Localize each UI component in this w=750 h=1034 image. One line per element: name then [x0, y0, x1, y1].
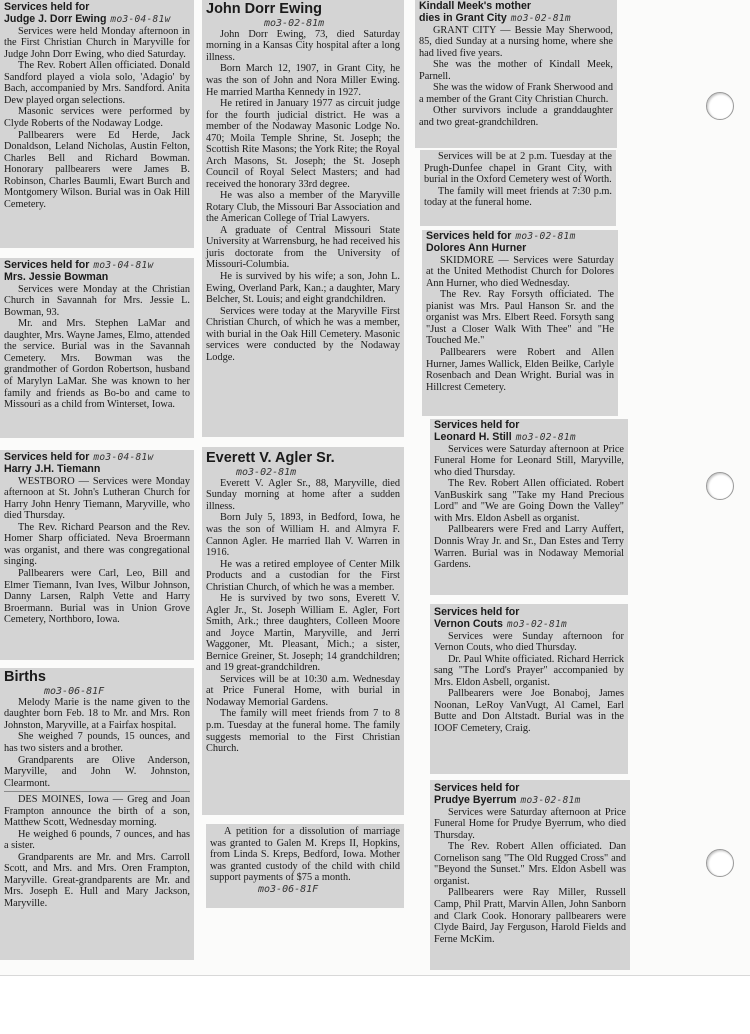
handwritten-date: mo3-06-81F: [44, 685, 105, 697]
paragraph: The family will meet friends at 7:30 p.m. today at the funeral home.: [424, 185, 612, 209]
paragraph: Services were held Monday afternoon in the First Christian Church in Maryville for Judge John Dorr Ewing, who died Saturday.: [4, 25, 190, 60]
paragraph: A petition for a dissolution of marriage was granted to Galen M. Kreps II, Hopkins, from Linda S. Kreps, Bedford, Iowa. Mother was granted custody of the child with child support payments of $75 a month.: [210, 826, 400, 884]
paragraph: Services were today at the Maryville First Christian Church, of which he was a member, with burial in the Oak Hill Cemetery. Masonic services were conducted by the Nodaway Lodge.: [206, 305, 400, 363]
clipping-name: Harry J.H. Tiemann: [4, 462, 101, 475]
paragraph: Pallbearers were Carl, Leo, Bill and Elmer Tiemann, Ivan Ives, Wilbur Johnson, Danny Larsen, Ralph Vette and Harry Broermann. Burial was in Union Grove Cemetery, Northboro, Iowa.: [4, 567, 190, 626]
binder-hole: [706, 92, 734, 120]
clipping-agler: [202, 447, 404, 815]
paragraph: Services were Monday at the Christian Church in Savannah for Mrs. Jessie L. Bowman, 93.: [4, 283, 190, 318]
paragraph: DES MOINES, Iowa — Greg and Joan Frampton announce the birth of a son, Matthew Scott, Wednesday morning.: [4, 794, 190, 829]
handwritten-date: mo3-02-81m: [510, 12, 571, 24]
paragraph: Services were Sunday afternoon for Vernon Couts, who died Thursday.: [434, 630, 624, 654]
clipping-ewing: [202, 0, 404, 437]
paragraph: Grandparents are Mr. and Mrs. Carroll Scott, and Mrs. and Mrs. Oren Frampton, Maryville. Great-grandparents are Mr. and Mrs. Joseph E. Hull and Mary Jackson, Maryville.: [4, 851, 190, 909]
paragraph: Services will be at 10:30 a.m. Wednesday at Price Funeral Home, with burial in Nodaway Memorial Gardens.: [206, 673, 400, 708]
paragraph: Services were Saturday afternoon at Price Funeral Home for Prudye Byerrum, who died Thursday.: [434, 806, 626, 841]
handwritten-date: mo3-02-81m: [515, 231, 576, 242]
clipping-bowman: [0, 258, 194, 438]
clipping-petition: [206, 824, 404, 908]
clipping-headline: Kindall Meek's mother: [419, 0, 532, 12]
paragraph: Pallbearers were Joe Bonaboj, James Noonan, LeRoy VanVugt, Al Camel, Earl Butte and Don Altstadt. Burial was in the IOOF Cemetery, Craig.: [434, 688, 624, 734]
handwritten-date: mo3-02-81m: [515, 431, 576, 443]
paragraph: A graduate of Central Missouri State University at Warrensburg, he had received his juris doctorate from the University of Missouri-Columbia.: [206, 224, 400, 271]
paragraph: The Rev. Richard Pearson and the Rev. Homer Sharp officiated. Neva Broermann was organist, and there was congregational singing.: [4, 521, 190, 568]
paragraph: SKIDMORE — Services were Saturday at the United Methodist Church for Dolores Ann Hurner, who died Wednesday.: [426, 254, 614, 289]
clipping-births: [0, 668, 194, 960]
paragraph: The Rev. Robert Allen officiated. Donald Sandford played a viola solo, 'Adagio' by Bach, accompanied by Mrs. Sandford. Anita Dew played organ selections.: [4, 60, 190, 106]
obituary-name: John Dorr Ewing: [206, 1, 322, 17]
clipping-headline: Services held for: [434, 782, 520, 794]
handwritten-date: mo3-02-81m: [506, 618, 568, 630]
binder-hole: [706, 849, 734, 877]
clipping-hurner: [422, 230, 618, 416]
clipping-dorr-services: [0, 0, 194, 248]
paragraph: Mr. and Mrs. Stephen LaMar and daughter, Mrs. Wayne James, Elmo, attended the service. Burial was in the Savannah Cemetery. Mrs. Bowman was the grandmother of Gordon Robertson, husband of Marylyn LaMar. She was known to her family and friends as Bo-bo and came to Missouri as a child from Winterset, Iowa.: [4, 318, 190, 411]
clipping-name: Dolores Ann Hurner: [426, 241, 527, 254]
clipping-still: [430, 419, 628, 595]
clipping-headline: Services held for mo3-04-81w: [4, 451, 154, 463]
paragraph: Dr. Paul White officiated. Richard Herrick sang "The Lord's Prayer" accompanied by Mrs. Eldon Asbell, organist.: [434, 653, 624, 688]
paragraph: He weighed 6 pounds, 7 ounces, and has a sister.: [4, 828, 190, 852]
paragraph: Pallbearers were Ed Herde, Jack Donaldson, Leland Nicholas, Austin Felton, Charles Bell and Richard Bowman. Honorary pallbearers were James B. Robinson, Charles Baumli, Ewart Burch and Montgomery Wilson. Burial was in Oak Hill Cemetery.: [4, 129, 190, 210]
paragraph: She was the mother of Kindall Meek, Parnell.: [419, 59, 613, 82]
handwritten-date: mo3-02-81m: [264, 17, 325, 29]
divider: [4, 791, 190, 792]
clipping-meek: [415, 0, 617, 148]
clipping-couts: [430, 604, 628, 774]
paragraph: He retired in January 1977 as circuit judge for the fourth judicial district. He was a member of the Nodaway Masonic Lodge No. 470; Moila Temple Shrine, St. Joseph; the Scottish Rite Masons; the York Rite; the Royal Arch Masons, St. Joseph; the St. Joseph Council of Royal Select Masters; and had received the honorary 33rd degree.: [206, 98, 400, 190]
paragraph: Grandparents are Olive Anderson, Maryville, and John W. Johnston, Clearmont.: [4, 754, 190, 789]
clipping-meek-services: [420, 150, 616, 226]
clipping-headline: Services held for mo3-02-81m: [426, 230, 576, 242]
paragraph: Services will be at 2 p.m. Tuesday at the Prugh-Dunfee chapel in Grant City, with burial in the Oxford Cemetery west of Worth.: [424, 151, 612, 186]
clipping-name: Leonard H. Still mo3-02-81m: [434, 430, 576, 443]
binder-hole: [706, 472, 734, 500]
paragraph: Pallbearers were Robert and Allen Hurner, James Wallick, Elden Beilke, Carlyle Rosenbach and Dean Wright. Burial was in Hillcrest Cemetery.: [426, 346, 614, 393]
paragraph: The family will meet friends from 7 to 8 p.m. Tuesday at the funeral home. The family suggests memorial to the First Christian Church.: [206, 708, 400, 755]
paragraph: Born March 12, 1907, in Grant City, he was the son of John and Nora Miller Ewing. He married Martha Kennedy in 1927.: [206, 63, 400, 98]
clipping-tiemann: [0, 450, 194, 660]
paragraph: The Rev. Robert Allen officiated. Robert VanBuskirk sang "Take my Hand Precious Lord" and "We are Going Down the Valley" with Mrs. Eldon Asbell as organist.: [434, 478, 624, 524]
clipping-headline: Services held for mo3-04-81w: [4, 259, 154, 271]
handwritten-date: mo3-04-81w: [93, 452, 154, 463]
paragraph: The Rev. Robert Allen officiated. Dan Cornelison sang "The Old Rugged Cross" and "Beyond the Sunset." Mrs. Eldon Asbell was organist.: [434, 841, 626, 887]
paragraph: Other survivors include a granddaughter and two great-grandchildren.: [419, 105, 613, 128]
clipping-headline: Services held for: [434, 606, 520, 618]
paragraph: Everett V. Agler Sr., 88, Maryville, died Sunday morning at home after a sudden illness.: [206, 477, 400, 512]
paragraph: WESTBORO — Services were Monday afternoon at St. John's Lutheran Church for Harry John Henry Tiemann, Maryville, who died Thursday.: [4, 475, 190, 522]
paragraph: GRANT CITY — Bessie May Sherwood, 85, died Sunday at a nursing home, where she had lived five years.: [419, 24, 613, 59]
clipping-headline: Services held for: [434, 419, 520, 431]
paragraph: He is survived by two sons, Everett V. Agler Jr., St. Joseph William E. Agler, Fort Smith, Ark.; three daughters, Colleen Moore and Joyce Martin, Maryville, and Jerri Waggoner, Mt. Pleasant, Mich.; a sister, Bernice Greiner, St. Joseph; 14 grandchildren; and 19 great-grandchildren.: [206, 593, 400, 674]
handwritten-date: mo3-04-81w: [93, 260, 154, 271]
clipping-byerrum: [430, 780, 630, 970]
obituary-name: Everett V. Agler Sr.: [206, 450, 335, 466]
paragraph: She was the widow of Frank Sherwood and a member of the Grant City Christian Church.: [419, 82, 613, 105]
paragraph: Pallbearers were Ray Miller, Russell Camp, Phil Pratt, Marvin Allen, John Sanborn and Clark Cook. Honorary pallbearers were Clyde Baird, Jay Ferguson, Harold Fields and Ferne McKim.: [434, 887, 626, 945]
paragraph: She weighed 7 pounds, 15 ounces, and has two sisters and a brother.: [4, 731, 190, 754]
clipping-name: Judge J. Dorr Ewing mo3-04-81w: [4, 12, 171, 25]
clipping-name: Mrs. Jessie Bowman: [4, 270, 109, 283]
clipping-name: Prudye Byerrum mo3-02-81m: [434, 793, 581, 806]
clipping-headline: Services held for: [4, 1, 90, 13]
paragraph: He is survived by his wife; a son, John L. Ewing, Overland Park, Kan.; a daughter, Mary Belcher, St. Louis; and eight grandchildren.: [206, 271, 400, 306]
paragraph: Melody Marie is the name given to the daughter born Feb. 18 to Mr. and Mrs. Ron Johnston, Maryville, at a Fairfax hospital.: [4, 696, 190, 731]
paragraph: The Rev. Ray Forsyth officiated. The pianist was Mrs. Paul Hanson Sr. and the organist was Mrs. Elbert Reed. Forsyth sang "Just a Closer Walk With Thee" and "He Touched Me.": [426, 289, 614, 347]
handwritten-date: mo3-02-81m: [520, 794, 581, 806]
paragraph: Born July 5, 1893, in Bedford, Iowa, he was the son of William H. and Almyra F. Cannon Agler. He married Ilah V. Warren in 1916.: [206, 512, 400, 559]
paragraph: Services were Saturday afternoon at Price Funeral Home for Leonard Still, Maryville, who died Thursday.: [434, 443, 624, 478]
handwritten-date: mo3-04-81w: [110, 13, 171, 25]
paragraph: Masonic services were performed by Clyde Roberts of the Nodaway Lodge.: [4, 106, 190, 129]
paragraph: Pallbearers were Fred and Larry Auffert, Donnis Wray Jr. and Sr., Dan Estes and Terry Warren. Burial was in Nodaway Memorial Gardens.: [434, 524, 624, 571]
handwritten-date: mo3-02-81m: [236, 466, 297, 478]
paragraph: John Dorr Ewing, 73, died Saturday morning in a Kansas City hospital after a long illness.: [206, 28, 400, 63]
paragraph: He was a retired employee of Center Milk Products and a custodian for the First Christian Church, of which he was a member.: [206, 558, 400, 593]
handwritten-date: mo3-06-81F: [258, 883, 319, 895]
clipping-name: Vernon Couts mo3-02-81m: [434, 617, 568, 630]
page-bottom-margin: [0, 975, 750, 1034]
section-title: Births: [4, 669, 46, 685]
paragraph: He was also a member of the Maryville Rotary Club, the Missouri Bar Association and the American College of Trial Lawyers.: [206, 190, 400, 225]
clipping-headline-2: dies in Grant City mo3-02-81m: [419, 11, 571, 24]
